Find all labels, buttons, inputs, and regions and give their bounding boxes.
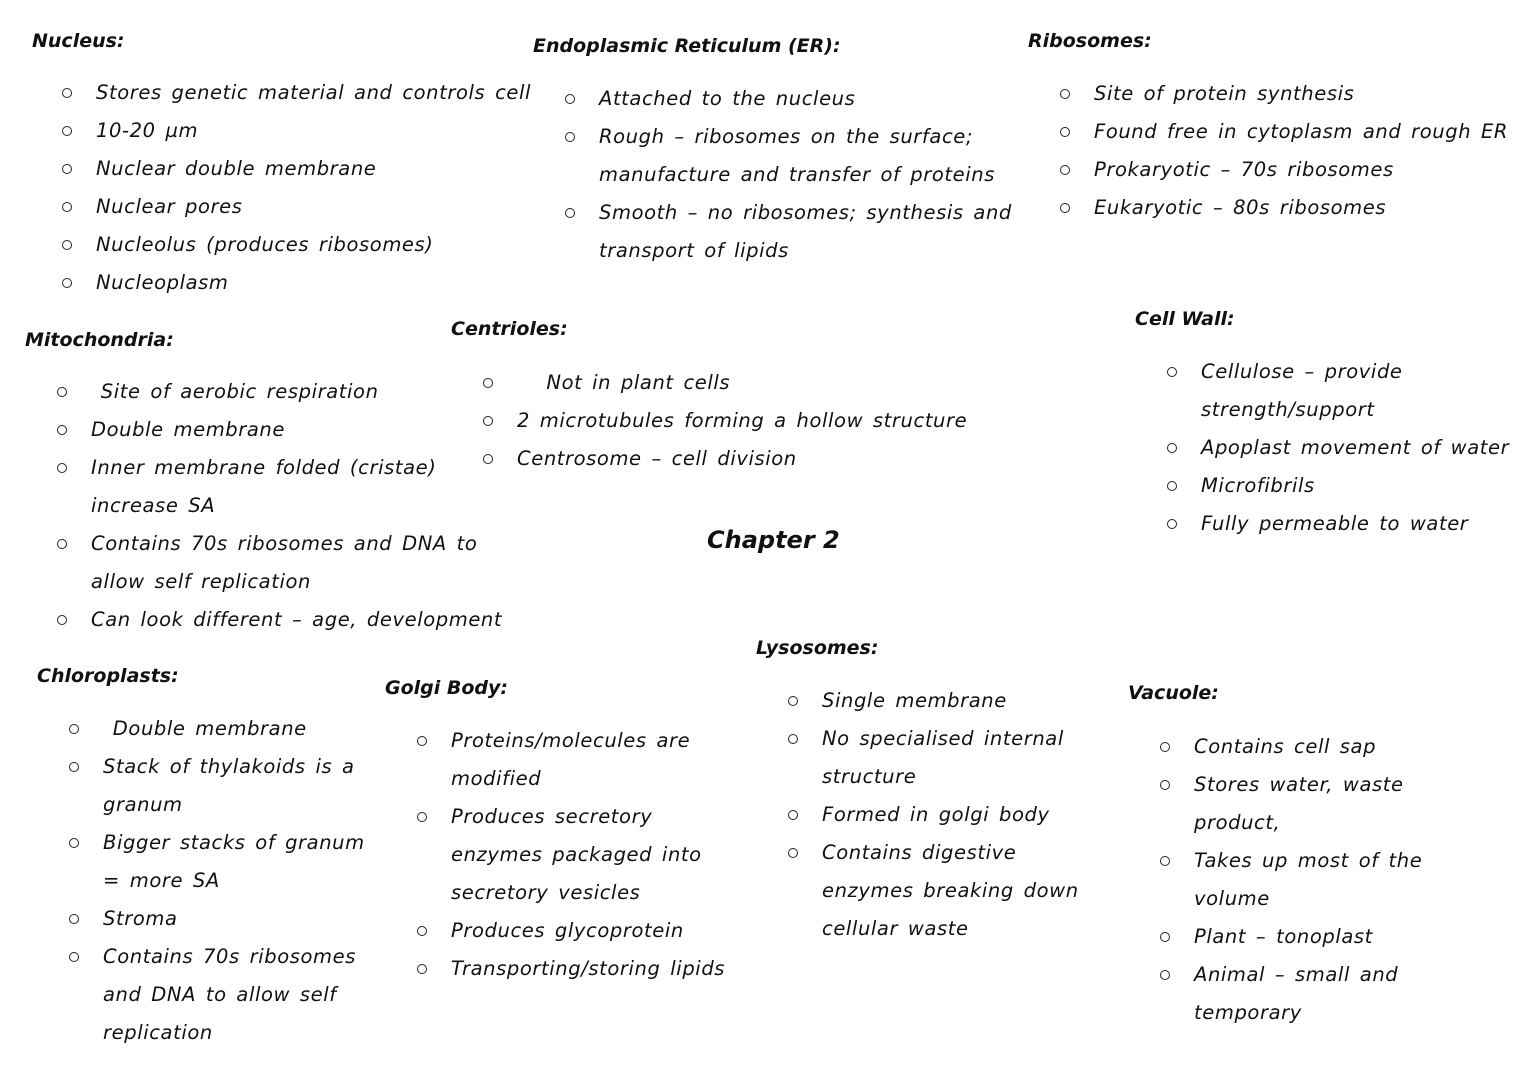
bullet-icon [62, 202, 72, 212]
item-text: Takes up most of the [1194, 849, 1423, 872]
bullet-icon [69, 952, 79, 962]
item-text: Nuclear pores [96, 195, 243, 218]
bullet-icon [1160, 970, 1170, 980]
bullet-icon [565, 132, 575, 142]
item-text: Not in plant cells [517, 371, 731, 394]
item-text: Stores water, waste [1194, 773, 1404, 796]
item-text: Proteins/molecules are [451, 729, 691, 752]
item-text: Inner membrane folded (cristae) [91, 456, 437, 479]
list-item [788, 682, 1079, 720]
bullet-list [417, 722, 725, 988]
list-item [1167, 505, 1509, 543]
bullet-icon [1060, 127, 1070, 137]
item-text: secretory vesicles [451, 881, 641, 904]
list-item [62, 150, 531, 188]
item-text: Animal – small and [1194, 963, 1399, 986]
bullet-icon [1160, 742, 1170, 752]
section-title: Chloroplasts: [37, 665, 179, 687]
bullet-icon [1167, 443, 1177, 453]
item-text: Prokaryotic – 70s ribosomes [1094, 158, 1394, 181]
bullet-icon [57, 615, 67, 625]
bullet-icon [788, 848, 798, 858]
bullet-icon [1160, 780, 1170, 790]
list-item [417, 912, 725, 950]
bullet-list [1160, 728, 1422, 1032]
item-text: Can look different – age, development [91, 608, 503, 631]
list-item [1060, 75, 1508, 113]
list-item [565, 194, 1012, 270]
bullet-icon [57, 425, 67, 435]
list-item [57, 373, 502, 411]
list-item [1060, 151, 1508, 189]
bullet-icon [69, 724, 79, 734]
item-text: Contains 70s ribosomes [103, 945, 356, 968]
list-item [62, 226, 531, 264]
list-item [69, 938, 365, 1052]
section-title: Cell Wall: [1135, 308, 1235, 330]
item-text: Double membrane [103, 717, 307, 740]
list-item [69, 748, 365, 824]
list-item [417, 722, 725, 798]
item-text: Produces secretory [451, 805, 653, 828]
item-text: Found free in cytoplasm and rough ER [1094, 120, 1509, 143]
section-title: Centrioles: [451, 318, 568, 340]
item-text: Double membrane [91, 418, 285, 441]
bullet-icon [69, 914, 79, 924]
chapter-heading: Chapter 2 [707, 526, 840, 554]
bullet-icon [788, 734, 798, 744]
item-text: enzymes breaking down [822, 879, 1079, 902]
item-text: Produces glycoprotein [451, 919, 684, 942]
section-title: Nucleus: [32, 30, 125, 52]
list-item [1160, 842, 1422, 918]
list-item [483, 364, 967, 402]
item-text: Plant – tonoplast [1194, 925, 1373, 948]
list-item [788, 720, 1079, 796]
list-item [417, 798, 725, 912]
item-text: Apoplast movement of water [1201, 436, 1510, 459]
item-text: Fully permeable to water [1201, 512, 1469, 535]
list-item [62, 112, 531, 150]
bullet-icon [62, 278, 72, 288]
item-text: Stack of thylakoids is a [103, 755, 355, 778]
list-item [1160, 956, 1422, 1032]
bullet-icon [62, 126, 72, 136]
item-text: volume [1194, 887, 1270, 910]
bullet-icon [57, 463, 67, 473]
bullet-icon [1167, 519, 1177, 529]
bullet-icon [417, 812, 427, 822]
bullet-icon [417, 736, 427, 746]
item-text: Nuclear double membrane [96, 157, 377, 180]
item-text: Contains digestive [822, 841, 1017, 864]
bullet-icon [69, 762, 79, 772]
list-item [69, 900, 365, 938]
item-text: 2 microtubules forming a hollow structure [517, 409, 968, 432]
bullet-icon [1167, 481, 1177, 491]
list-item [565, 118, 1012, 194]
list-item [62, 188, 531, 226]
item-text: Site of protein synthesis [1094, 82, 1355, 105]
bullet-icon [1167, 367, 1177, 377]
item-text: Centrosome – cell division [517, 447, 797, 470]
bullet-icon [1160, 856, 1170, 866]
item-text: = more SA [103, 869, 220, 892]
item-text: Contains 70s ribosomes and DNA to [91, 532, 478, 555]
item-text: 10-20 µm [96, 119, 199, 142]
item-text: replication [103, 1021, 213, 1044]
bullet-icon [1060, 203, 1070, 213]
bullet-list [565, 80, 1012, 270]
item-text: and DNA to allow self [103, 983, 337, 1006]
bullet-icon [788, 696, 798, 706]
list-item [1167, 429, 1509, 467]
bullet-icon [57, 387, 67, 397]
item-text: modified [451, 767, 542, 790]
list-item [1060, 113, 1508, 151]
list-item [1160, 766, 1422, 842]
section-title: Vacuole: [1128, 682, 1219, 704]
list-item [57, 449, 502, 525]
item-text: transport of lipids [599, 239, 789, 262]
bullet-icon [57, 539, 67, 549]
list-item [417, 950, 725, 988]
section-title: Ribosomes: [1028, 30, 1152, 52]
bullet-icon [417, 926, 427, 936]
section-title: Golgi Body: [385, 677, 509, 699]
bullet-icon [483, 454, 493, 464]
list-item [69, 710, 365, 748]
item-text: Single membrane [822, 689, 1007, 712]
bullet-icon [1060, 89, 1070, 99]
list-item [788, 834, 1079, 948]
item-text: Stroma [103, 907, 178, 930]
list-item [62, 74, 531, 112]
item-text: Contains cell sap [1194, 735, 1377, 758]
bullet-list [1167, 353, 1509, 543]
bullet-icon [62, 88, 72, 98]
list-item [1167, 353, 1509, 429]
list-item [1167, 467, 1509, 505]
list-item [62, 264, 531, 302]
item-text: Cellulose – provide [1201, 360, 1403, 383]
item-text: Transporting/storing lipids [451, 957, 726, 980]
item-text: Attached to the nucleus [599, 87, 856, 110]
item-text: manufacture and transfer of proteins [599, 163, 996, 186]
item-text: Bigger stacks of granum [103, 831, 365, 854]
bullet-list [62, 74, 531, 302]
list-item [57, 411, 502, 449]
bullet-list [57, 373, 502, 639]
item-text: structure [822, 765, 917, 788]
item-text: enzymes packaged into [451, 843, 702, 866]
item-text: Site of aerobic respiration [91, 380, 379, 403]
bullet-icon [62, 240, 72, 250]
section-title: Lysosomes: [756, 637, 879, 659]
bullet-list [69, 710, 365, 1052]
item-text: Nucleolus (produces ribosomes) [96, 233, 434, 256]
item-text: allow self replication [91, 570, 311, 593]
bullet-icon [565, 208, 575, 218]
list-item [57, 525, 502, 601]
list-item [57, 601, 502, 639]
list-item [69, 824, 365, 900]
bullet-icon [69, 838, 79, 848]
bullet-icon [788, 810, 798, 820]
item-text: product, [1194, 811, 1281, 834]
item-text: Eukaryotic – 80s ribosomes [1094, 196, 1387, 219]
item-text: No specialised internal [822, 727, 1064, 750]
list-item [1160, 728, 1422, 766]
bullet-list [1060, 75, 1508, 227]
list-item [1160, 918, 1422, 956]
item-text: temporary [1194, 1001, 1302, 1024]
bullet-list [788, 682, 1079, 948]
item-text: Formed in golgi body [822, 803, 1050, 826]
list-item [483, 402, 967, 440]
item-text: increase SA [91, 494, 216, 517]
section-title: Mitochondria: [25, 329, 174, 351]
list-item [483, 440, 967, 478]
item-text: Smooth – no ribosomes; synthesis and [599, 201, 1012, 224]
list-item [788, 796, 1079, 834]
bullet-icon [1160, 932, 1170, 942]
item-text: granum [103, 793, 183, 816]
item-text: Nucleoplasm [96, 271, 229, 294]
list-item [565, 80, 1012, 118]
bullet-icon [483, 416, 493, 426]
bullet-icon [62, 164, 72, 174]
bullet-icon [483, 378, 493, 388]
item-text: Microfibrils [1201, 474, 1315, 497]
bullet-icon [565, 94, 575, 104]
section-title: Endoplasmic Reticulum (ER): [533, 35, 841, 57]
bullet-list [483, 364, 967, 478]
item-text: strength/support [1201, 398, 1375, 421]
item-text: Rough – ribosomes on the surface; [599, 125, 974, 148]
bullet-icon [1060, 165, 1070, 175]
bullet-icon [417, 964, 427, 974]
item-text: cellular waste [822, 917, 969, 940]
item-text: Stores genetic material and controls cell [96, 81, 532, 104]
list-item [1060, 189, 1508, 227]
